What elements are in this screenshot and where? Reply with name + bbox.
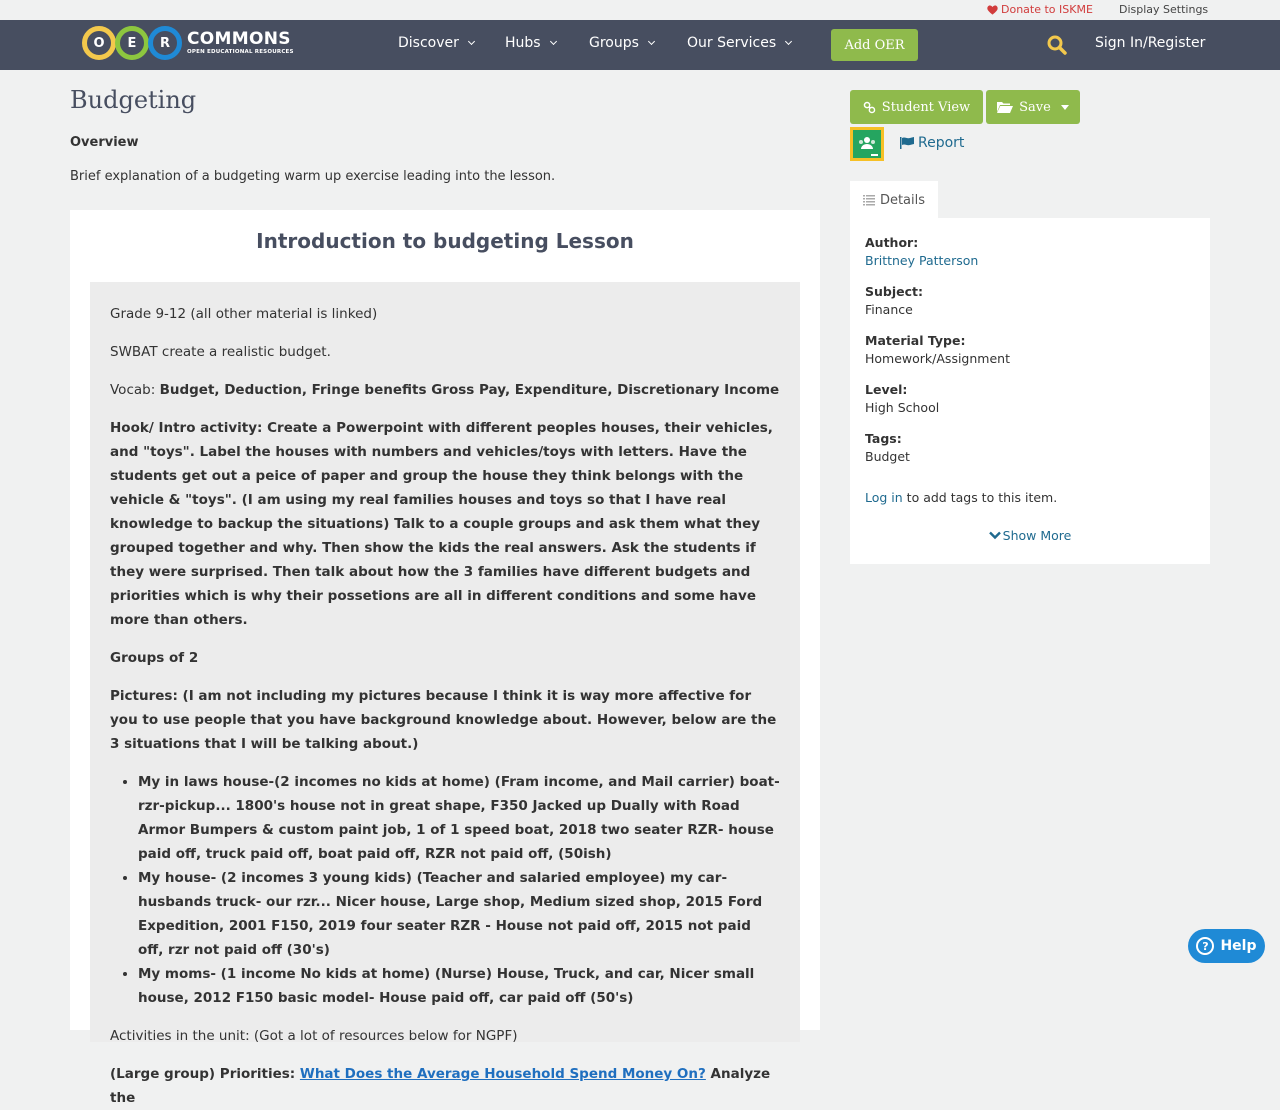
flag-icon: [900, 137, 914, 149]
google-classroom-icon: [853, 130, 881, 158]
detail-level: [865, 381, 1195, 417]
vocab-terms: Budget, Deduction, Fringe benefits Gross Pay, Expenditure, Discretionary Income: [159, 382, 780, 398]
heart-icon: [987, 5, 998, 15]
lesson-body: [90, 282, 800, 1106]
nav-groups-label: Groups: [589, 35, 639, 51]
nav-our-services-label: Our Services: [687, 35, 777, 51]
details-tab-label: Details: [879, 192, 926, 208]
oer-commons-logo[interactable]: [82, 26, 294, 60]
chevron-down-icon: [468, 38, 475, 45]
priorities-tail: Analyze the: [110, 1066, 771, 1106]
help-button[interactable]: [1188, 929, 1265, 963]
caret-down-icon: [1061, 105, 1069, 110]
list-item: • My in laws house-(2 incomes no kids at home) (Fram income, and Mail carrier) boat-rzr-pickup... 1800's house not in great shape, F350 Jacked up Dually with Road Armor Bumpers & custom paint job, 1 of 1 speed boat, 2018 two seater RZR- house paid off, truck paid off, boat paid off, RZR not paid off, (50ish): [138, 770, 780, 866]
logo-ring-r: R: [148, 26, 182, 60]
question-circle-icon: ?: [1196, 937, 1214, 955]
detail-tags: [865, 430, 1195, 466]
login-suffix: to add tags to this item.: [902, 490, 1058, 505]
nav-our-services[interactable]: [687, 35, 791, 51]
search-icon[interactable]: [1047, 35, 1067, 55]
donate-label: Donate to ISKME: [1001, 3, 1093, 16]
vocab-paragraph: [110, 378, 780, 402]
vocab-label: Vocab:: [110, 382, 160, 398]
nav-hubs-label: Hubs: [505, 35, 541, 51]
detail-material-type: [865, 332, 1195, 368]
groups-text: Groups of 2: [110, 650, 199, 666]
student-view-label: Student View: [881, 99, 971, 115]
donate-link[interactable]: [987, 3, 1093, 16]
priorities-label: (Large group) Priorities:: [110, 1066, 300, 1082]
detail-label: Tags:: [865, 431, 902, 446]
save-button[interactable]: [986, 90, 1080, 124]
detail-value: Homework/Assignment: [865, 351, 1010, 366]
activities-text: Activities in the unit: (Got a lot of resources below for NGPF): [110, 1028, 518, 1044]
nav-discover-label: Discover: [398, 35, 459, 51]
grade-text: Grade 9-12 (all other material is linked): [110, 306, 378, 322]
report-label: Report: [918, 135, 965, 151]
nav-groups[interactable]: [589, 35, 654, 51]
student-view-button[interactable]: [850, 90, 983, 124]
logo-tagline: OPEN EDUCATIONAL RESOURCES: [187, 48, 294, 55]
overview-label: Overview: [70, 135, 139, 150]
list-icon: [863, 195, 875, 206]
list-item: • My house- (2 incomes 3 young kids) (Teacher and salaried employee) my car-husbands truck- our rzr... Nicer house, Large shop, Medium sized shop, 2015 Ford Expedition, 2001 F150, 2019 four seater RZR - House not paid off, 2015 not paid off, rzr not paid off (30's): [138, 866, 780, 962]
add-oer-button[interactable]: Add OER: [831, 29, 918, 61]
overview-text: Brief explanation of a budgeting warm up exercise leading into the lesson.: [70, 169, 556, 184]
chevron-down-icon: [989, 531, 1001, 540]
utility-bar: [0, 0, 1280, 20]
detail-author: [865, 234, 1195, 270]
chevron-down-icon: [648, 38, 655, 45]
detail-label: Author:: [865, 235, 919, 250]
priorities-paragraph: [110, 1062, 780, 1110]
link-icon: [863, 101, 876, 114]
detail-label: Level:: [865, 382, 908, 397]
log-in-link[interactable]: Log in: [865, 490, 903, 505]
detail-label: Subject:: [865, 284, 923, 299]
detail-value: High School: [865, 400, 940, 415]
section-title: Introduction to budgeting Lesson: [256, 229, 634, 253]
main-navbar: [0, 20, 1280, 70]
show-more-label: Show More: [1002, 528, 1072, 543]
tab-details[interactable]: [850, 181, 938, 219]
google-classroom-share-button[interactable]: [850, 127, 884, 161]
groups-paragraph: [110, 646, 780, 670]
pictures-text: Pictures: (I am not including my pictures because I think it is way more affective for you to use people that you have background knowledge about. However, below are the 3 situations that I will be talking about.): [110, 688, 777, 752]
objective-text: SWBAT create a realistic budget.: [110, 344, 331, 360]
nav-discover[interactable]: [398, 35, 474, 51]
report-link[interactable]: [900, 135, 964, 151]
household-spending-link[interactable]: What Does the Average Household Spend Money On?: [299, 1066, 706, 1082]
author-link[interactable]: Brittney Patterson: [865, 253, 979, 268]
logo-wordmark: [187, 28, 294, 56]
situations-list: [138, 770, 780, 1010]
hook-text: Hook/ Intro activity: Create a Powerpoint with different peoples houses, their vehicles, and "toys". Label the houses with numbers and vehicles/toys with letters. Have the students get out a peice of paper and group the house they think belongs with the vehicle & "toys". (I am using my real families houses and toys so that I have real knowledge to backup the situations) Talk to a couple groups and ask them what they grouped together and why. Then show the kids the real answers. Ask the students if they were surprised. Then talk about how the 3 families have different budgets and priorities which is why their possetions are all in different conditions and some have more than others.: [110, 420, 773, 628]
help-label: Help: [1220, 938, 1257, 954]
hook-paragraph: [110, 416, 780, 632]
login-to-tag-line: [865, 490, 1195, 505]
detail-label: Material Type:: [865, 333, 966, 348]
detail-value: Budget: [865, 449, 910, 464]
page-title: Budgeting: [70, 86, 197, 114]
folder-open-icon: [997, 101, 1013, 113]
show-more-button[interactable]: [865, 528, 1195, 543]
logo-wordmark-title: COMMONS: [187, 28, 291, 49]
details-panel: [850, 218, 1210, 564]
detail-value: Finance: [865, 302, 913, 317]
list-item: • My moms- (1 income No kids at home) (Nurse) House, Truck, and car, Nicer small house, 2012 F150 basic model- House paid off, car paid off (50's): [138, 962, 780, 1010]
logo-ring-e: E: [115, 26, 149, 60]
lesson-content-card: [70, 210, 820, 1106]
display-settings-link[interactable]: Display Settings: [1119, 3, 1209, 16]
sign-in-register-link[interactable]: Sign In/Register: [1095, 35, 1206, 51]
logo-ring-o: O: [82, 26, 116, 60]
chevron-down-icon: [550, 38, 557, 45]
save-label: Save: [1019, 99, 1051, 115]
chevron-down-icon: [785, 38, 792, 45]
pictures-paragraph: [110, 684, 780, 756]
nav-hubs[interactable]: [505, 35, 556, 51]
detail-subject: [865, 283, 1195, 319]
